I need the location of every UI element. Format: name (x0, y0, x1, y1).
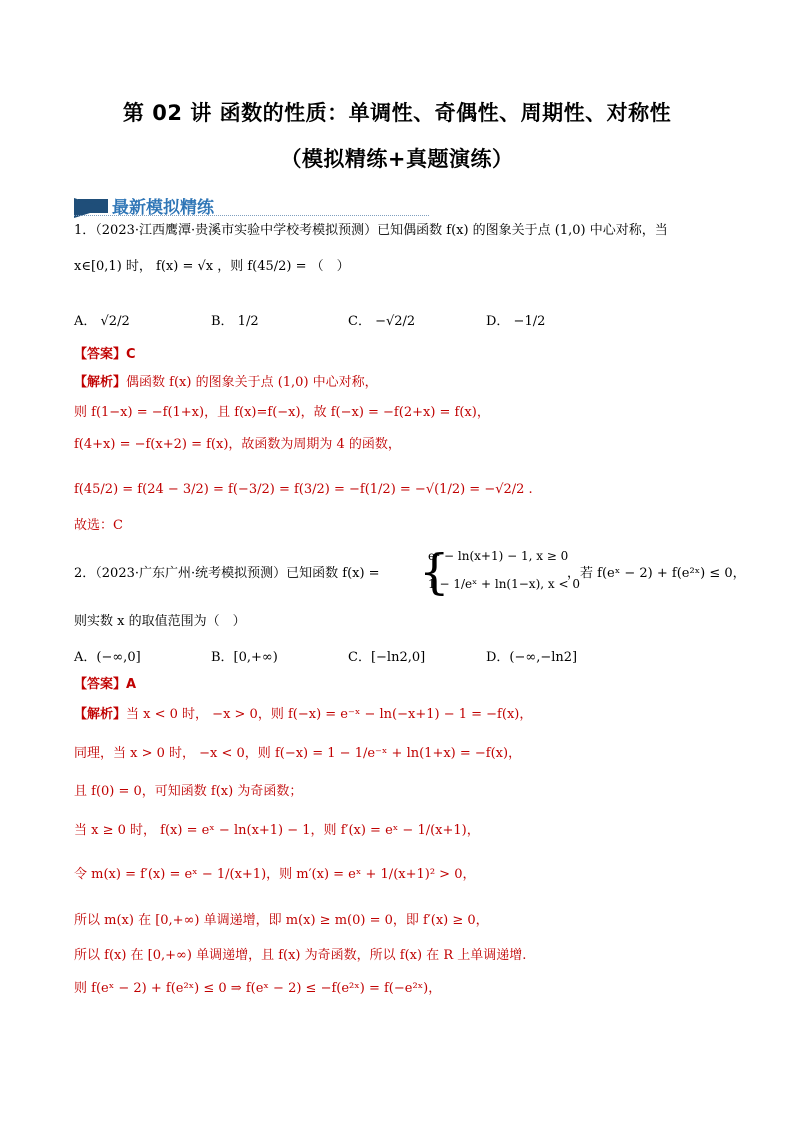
q2-stem-line2: 则实数 x 的取值范围为（ ） (74, 614, 246, 629)
q2-piece2: 1 − 1/eˣ + ln(1−x), x < 0 (428, 577, 580, 591)
q2-analysis-line6: 所以 m(x) 在 [0,+∞) 单调递增，即 m(x) ≥ m(0) = 0，即 f′(x) ≥ 0， (74, 913, 489, 928)
section-title: 最新模拟精练 (112, 198, 214, 218)
q2-analysis-line2: 同理，当 x > 0 时， −x < 0，则 f(−x) = 1 − 1/e⁻ˣ + ln(1+x) = −f(x)， (74, 746, 522, 761)
section-divider (74, 215, 429, 216)
page-subtitle: （模拟精练+真题演练） (280, 147, 514, 171)
answer-tag: 【答案】 (74, 347, 127, 362)
q1-choose: 故选：C (74, 518, 123, 533)
q2-analysis-line3: 且 f(0) = 0，可知函数 f(x) 为奇函数； (74, 784, 303, 799)
answer-value: A (126, 677, 137, 692)
page-title: 第 02 讲 函数的性质：单调性、奇偶性、周期性、对称性 (122, 101, 672, 125)
q1-analysis-line2: 则 f(1−x) = −f(1+x)，且 f(x)=f(−x)，故 f(−x) = −f(2+x) = f(x)， (74, 405, 490, 420)
analysis-tag: 【解析】 (74, 375, 127, 390)
answer-tag: 【答案】 (74, 677, 127, 692)
q1-stem-line1: 1．（2023·江西鹰潭·贵溪市实验中学校考模拟预测）已知偶函数 f(x) 的图象关于点 (1,0) 中心对称，当 (74, 223, 668, 238)
analysis-tag: 【解析】 (74, 707, 127, 722)
q2-stem-condition: ，若 f(eˣ − 2) + f(e²ˣ) ≤ 0， (567, 566, 746, 581)
q1-answer (74, 346, 136, 364)
answer-value: C (126, 347, 136, 362)
q2-option-b: B．[0,+∞) (211, 650, 278, 665)
q1-option-d: D． −1/2 (486, 314, 546, 329)
q2-analysis-line5: 令 m(x) = f′(x) = eˣ − 1/(x+1)，则 m′(x) = eˣ + 1/(x+1)² > 0， (74, 867, 476, 882)
q2-piece1: eˣ − ln(x+1) − 1, x ≥ 0 (428, 549, 569, 563)
q1-analysis-line3: f(4+x) = −f(x+2) = f(x)，故函数为周期为 4 的函数， (74, 437, 401, 452)
q2-analysis-line4: 当 x ≥ 0 时， f(x) = eˣ − ln(x+1) − 1，则 f′(x) = eˣ − 1/(x+1)， (74, 823, 480, 838)
q1-analysis-line1 (74, 374, 378, 392)
q2-option-a: A．(−∞,0] (74, 650, 141, 665)
q2-option-d: D．(−∞,−ln2] (486, 650, 578, 665)
q2-analysis-line7: 所以 f(x) 在 [0,+∞) 单调递增，且 f(x) 为奇函数，所以 f(x) 在 R 上单调递增. (74, 948, 527, 963)
q1-stem-line2: x∈[0,1) 时， f(x) = √x ，则 f(45/2) = （ ） (74, 259, 350, 274)
q1-option-a: A． √2/2 (74, 314, 130, 329)
q2-analysis-line1 (74, 706, 532, 724)
q1-analysis-line4: f(45/2) = f(24 − 3/2) = f(−3/2) = f(3/2) = −f(1/2) = −√(1/2) = −√2/2 . (74, 482, 533, 497)
section-banner (74, 192, 429, 218)
q2-option-c: C．[−ln2,0] (348, 650, 426, 665)
q2-stem-intro: 2．（2023·广东广州·统考模拟预测）已知函数 f(x) = (74, 566, 380, 581)
analysis-text: 偶函数 f(x) 的图象关于点 (1,0) 中心对称， (126, 375, 378, 390)
piecewise-brace: { (419, 544, 450, 600)
q2-answer (74, 676, 136, 694)
q2-analysis-line8: 则 f(eˣ − 2) + f(e²ˣ) ≤ 0 ⇒ f(eˣ − 2) ≤ −f(e²ˣ) = f(−e²ˣ)， (74, 981, 442, 996)
q1-option-c: C． −√2/2 (348, 314, 416, 329)
q1-option-b: B． 1/2 (211, 314, 259, 329)
analysis-text: 当 x < 0 时， −x > 0，则 f(−x) = e⁻ˣ − ln(−x+1) − 1 = −f(x)， (126, 707, 533, 722)
